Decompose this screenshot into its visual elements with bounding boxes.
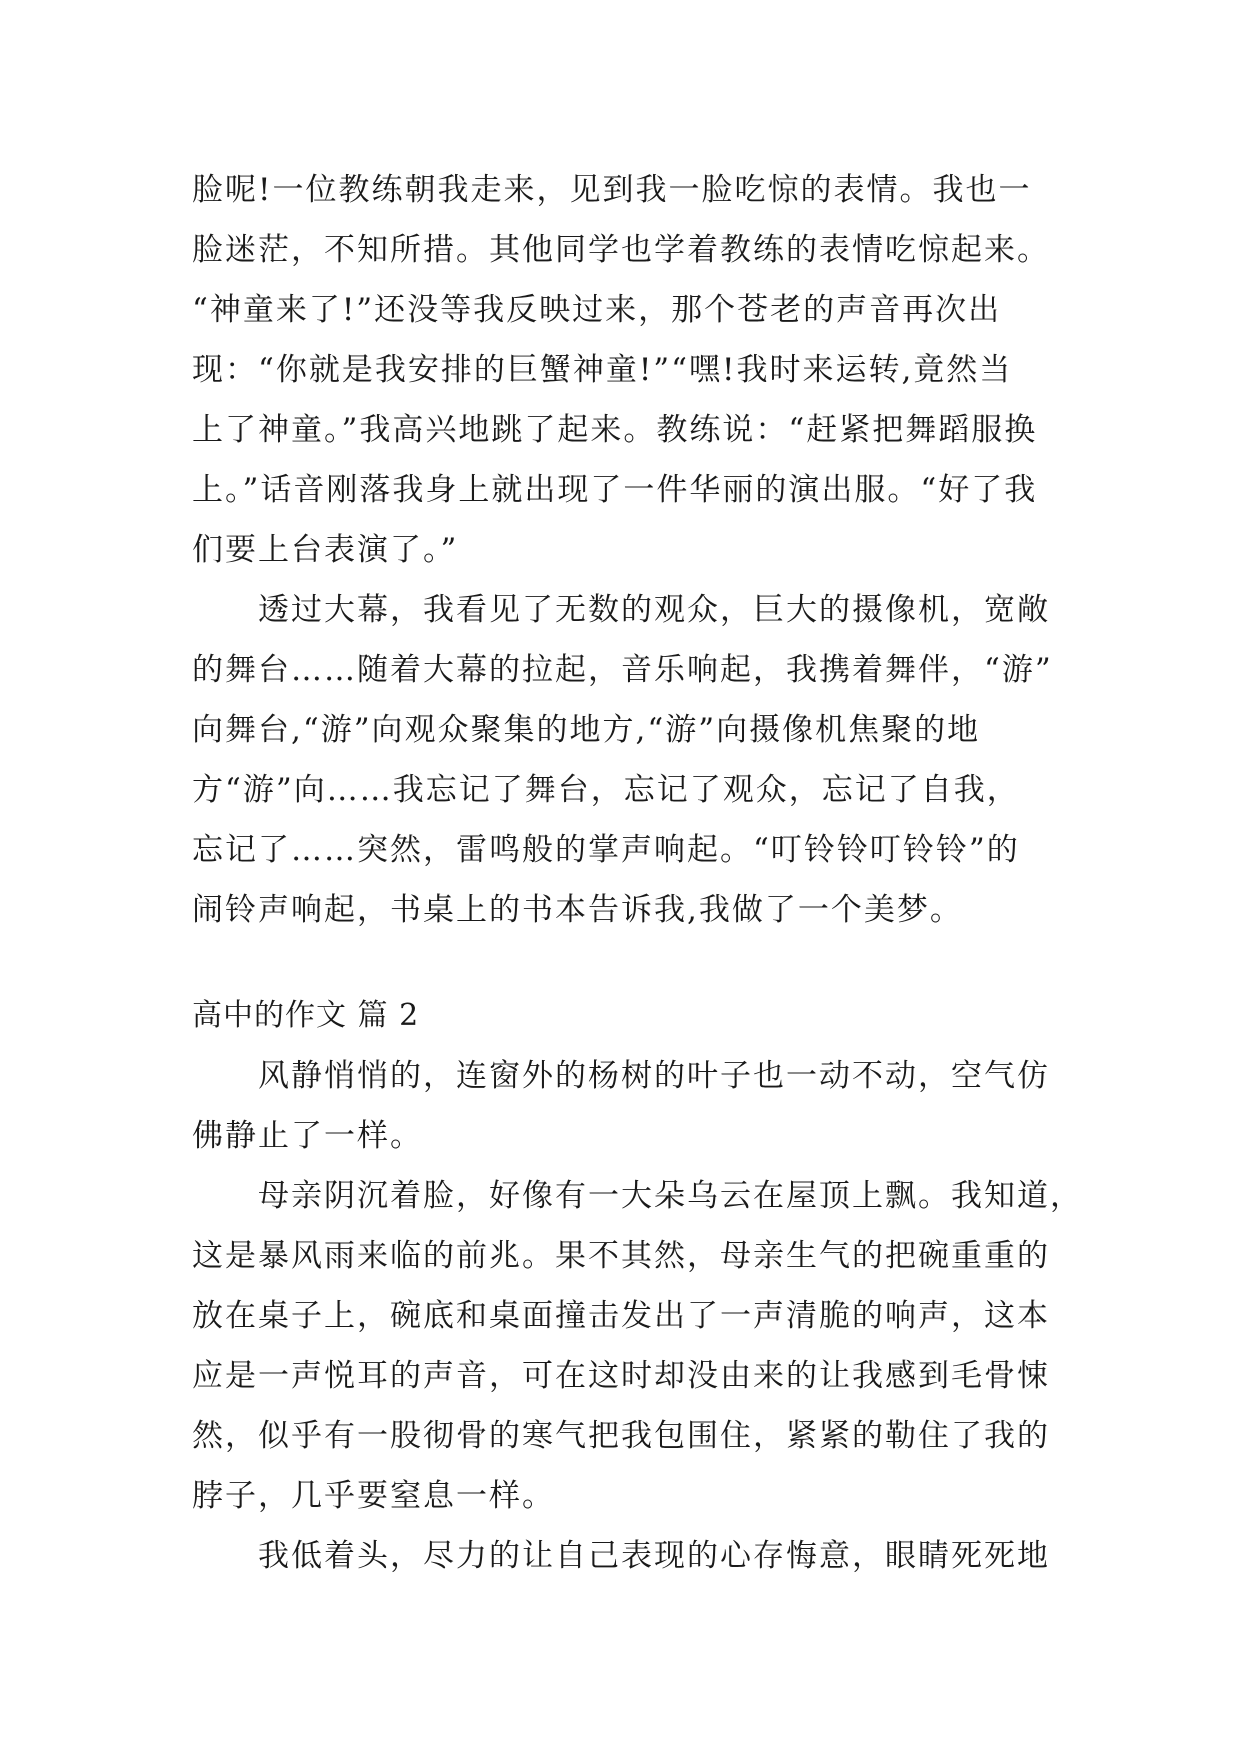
text-line: 忘记了……突然，雷鸣般的掌声响起。“叮铃铃叮铃铃”的 [192, 832, 1020, 868]
text-line: 方“游”向……我忘记了舞台，忘记了观众，忘记了自我， [192, 772, 1020, 808]
text-line: 这是暴风雨来临的前兆。果不其然，母亲生气的把碗重重的 [192, 1238, 1050, 1274]
text-line: 现：“你就是我安排的巨蟹神童!”“嘿!我时来运转,竟然当 [192, 352, 1013, 388]
text-line: 脸呢!一位教练朝我走来，见到我一脸吃惊的表情。我也一 [192, 172, 1032, 208]
text-line: 应是一声悦耳的声音，可在这时却没由来的让我感到毛骨悚 [192, 1358, 1050, 1394]
document-body [192, 160, 1083, 1586]
text-line: 佛静止了一样。 [192, 1118, 423, 1154]
text-line: 闹铃声响起，书桌上的书本告诉我,我做了一个美梦。 [192, 892, 963, 928]
text-line: 放在桌子上，碗底和桌面撞击发出了一声清脆的响声，这本 [192, 1298, 1050, 1334]
text-line: 脖子，几乎要窒息一样。 [192, 1478, 555, 1514]
text-line: 我低着头，尽力的让自己表现的心存悔意，眼睛死死地 [258, 1538, 1050, 1574]
text-line: 向舞台,“游”向观众聚集的地方,“游”向摄像机焦聚的地 [192, 712, 981, 748]
text-line: 透过大幕，我看见了无数的观众，巨大的摄像机，宽敞 [258, 592, 1050, 628]
text-line: 们要上台表演了。” [192, 532, 459, 568]
section-heading: 高中的作文 篇 2 [192, 998, 420, 1033]
text-line: 上了神童。”我高兴地跳了起来。教练说：“赶紧把舞蹈服换 [192, 412, 1038, 448]
paragraph-stage [192, 580, 1052, 940]
text-line: 脸迷茫，不知所措。其他同学也学着教练的表情吃惊起来。 [192, 232, 1050, 268]
paragraph-mother [192, 1166, 1083, 1526]
paragraph-head-down [192, 1526, 1052, 1586]
paragraph-continued [192, 160, 1052, 580]
paragraph-wind [192, 1046, 1052, 1166]
text-line: 的舞台……随着大幕的拉起，音乐响起，我携着舞伴，“游” [192, 652, 1053, 688]
text-line: 风静悄悄的，连窗外的杨树的叶子也一动不动，空气仿 [258, 1058, 1050, 1094]
text-line: 然，似乎有一股彻骨的寒气把我包围住，紧紧的勒住了我的 [192, 1418, 1050, 1454]
text-line: 母亲阴沉着脸，好像有一大朵乌云在屋顶上飘。我知道， [258, 1178, 1083, 1214]
text-line: “神童来了!”还没等我反映过来，那个苍老的声音再次出 [192, 292, 1002, 328]
text-line: 上。”话音刚落我身上就出现了一件华丽的演出服。“好了我 [192, 472, 1038, 508]
section-spacer [192, 940, 1052, 986]
